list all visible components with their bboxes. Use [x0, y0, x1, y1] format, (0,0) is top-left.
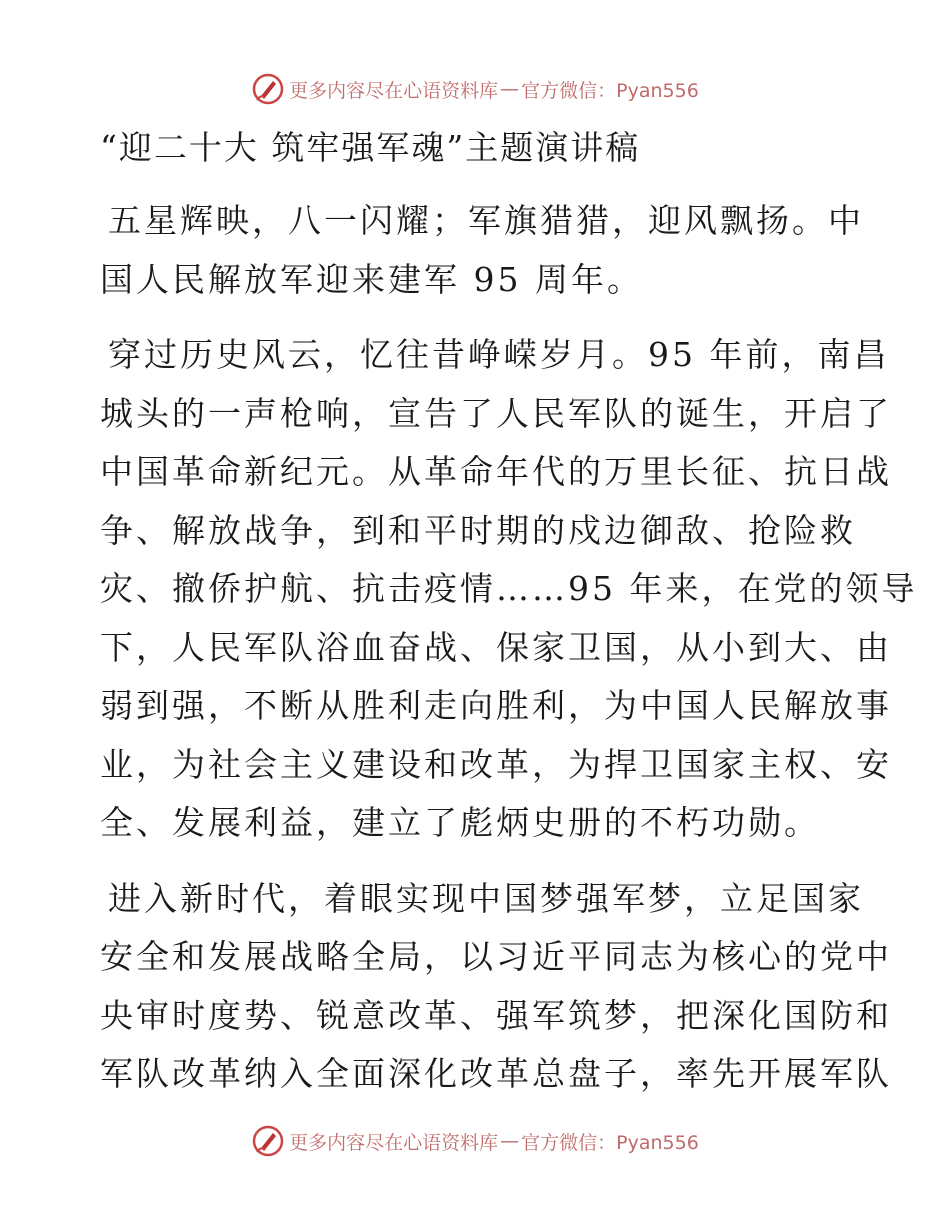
document-body: [100, 192, 918, 1121]
text-line: 安全和发展战略全局，以习近平同志为核心的党中: [100, 937, 892, 976]
watermark-wechat: 官方微信：Pyan556: [521, 79, 699, 102]
text-line: 进入新时代，着眼实现中国梦强军梦，立足国家: [108, 878, 864, 918]
text-line: 城头的一声枪响，宣告了人民军队的诞生，开启了: [100, 393, 892, 433]
text-line: 央审时度势、锐意改革、强军筑梦，把深化国防和: [100, 995, 892, 1035]
text-line: 穿过历史风云，忆往昔峥嵘岁月。95 年前，南昌: [108, 335, 890, 374]
watermark-separator: —: [500, 1130, 520, 1152]
watermark-text: 更多内容尽在心语资料库: [289, 79, 499, 102]
text-line: 业，为社会主义建设和改革，为捍卫国家主权、安: [100, 744, 892, 784]
watermark-text: 更多内容尽在心语资料库: [289, 1131, 499, 1154]
watermark-footer: [0, 1124, 950, 1158]
paragraph: [100, 870, 892, 1104]
paragraph: [100, 192, 864, 309]
text-line: 灾、撤侨护航、抗击疫情……95 年来，在党的领导: [100, 569, 918, 608]
text-line: 全、发展利益，建立了彪炳史册的不朽功勋。: [100, 803, 820, 842]
watermark-separator: —: [500, 78, 520, 100]
pen-logo-icon: [251, 72, 285, 106]
text-line: 弱到强，不断从胜利走向胜利，为中国人民解放事: [100, 686, 892, 725]
watermark-wechat: 官方微信：Pyan556: [521, 1131, 699, 1154]
text-line: 下，人民军队浴血奋战、保家卫国，从小到大、由: [100, 627, 892, 667]
watermark-header: [0, 72, 950, 106]
pen-logo-icon: [251, 1124, 285, 1158]
text-line: 中国革命新纪元。从革命年代的万里长征、抗日战: [100, 452, 892, 491]
text-line: 五星辉映，八一闪耀；军旗猎猎，迎风飘扬。中: [108, 201, 864, 240]
text-line: 争、解放战争，到和平时期的戍边御敌、抢险救: [100, 510, 856, 550]
text-line: 军队改革纳入全面深化改革总盘子，率先开展军队: [100, 1054, 892, 1093]
document-title: “迎二十大 筑牢强军魂”主题演讲稿: [100, 128, 641, 167]
paragraph: [100, 326, 918, 853]
text-line: 国人民解放军迎来建军 95 周年。: [100, 259, 643, 299]
